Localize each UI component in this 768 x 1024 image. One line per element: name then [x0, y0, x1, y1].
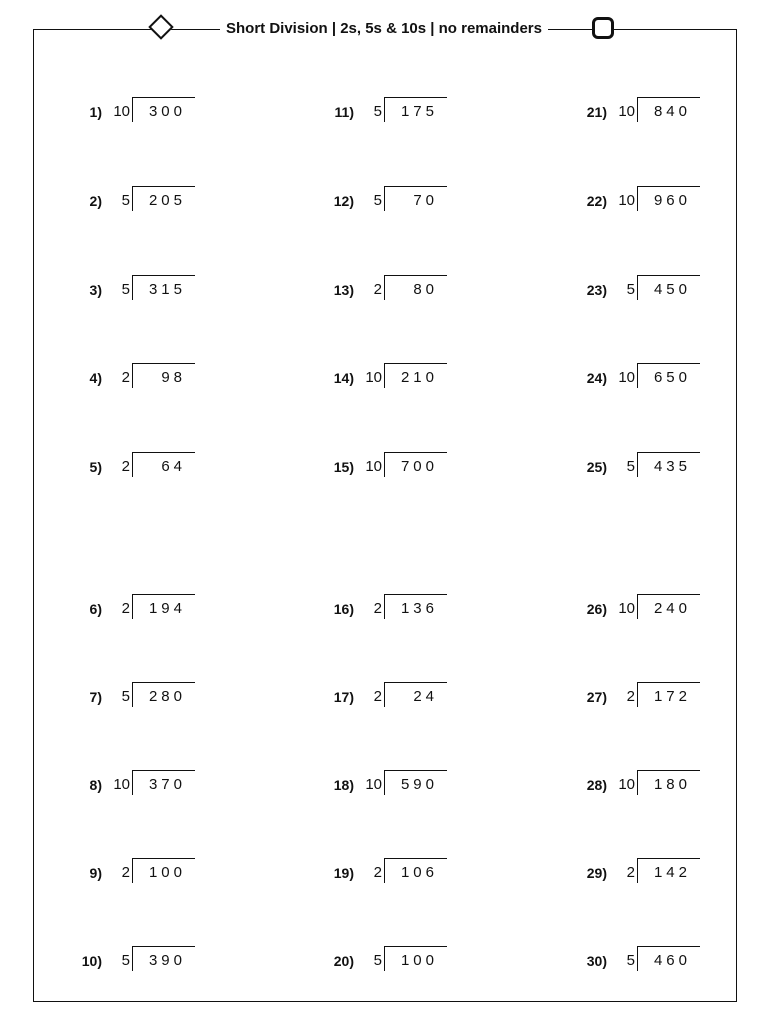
- problem-number: 28): [586, 777, 607, 793]
- divisor: 10: [365, 776, 382, 793]
- dividend: 175: [400, 103, 438, 120]
- divisor: 2: [121, 458, 130, 475]
- dividend: 100: [400, 952, 438, 969]
- divisor: 10: [618, 776, 635, 793]
- divisor: 10: [618, 103, 635, 120]
- divisor: 5: [626, 458, 635, 475]
- problem-number: 17): [333, 689, 354, 705]
- problem-number: 2): [89, 193, 102, 209]
- dividend: 700: [400, 458, 438, 475]
- divisor: 5: [373, 952, 382, 969]
- dividend: 142: [653, 864, 691, 881]
- rounded-square-icon: [592, 17, 614, 39]
- problem-number: 3): [89, 282, 102, 298]
- dividend: 370: [148, 776, 186, 793]
- problem-number: 23): [586, 282, 607, 298]
- divisor: 5: [626, 952, 635, 969]
- divisor: 5: [121, 688, 130, 705]
- problem-number: 11): [334, 104, 354, 120]
- dividend: 650: [653, 369, 691, 386]
- problem-number: 15): [333, 459, 354, 475]
- dividend: 960: [653, 192, 691, 209]
- divisor: 2: [121, 864, 130, 881]
- dividend: 240: [653, 600, 691, 617]
- divisor: 2: [121, 369, 130, 386]
- divisor: 10: [113, 103, 130, 120]
- dividend: 106: [400, 864, 438, 881]
- divisor: 2: [373, 864, 382, 881]
- divisor: 10: [113, 776, 130, 793]
- divisor: 5: [626, 281, 635, 298]
- problem-number: 9): [89, 865, 102, 881]
- dividend: 390: [148, 952, 186, 969]
- problem-number: 18): [333, 777, 354, 793]
- divisor: 5: [121, 952, 130, 969]
- divisor: 10: [618, 369, 635, 386]
- problem-number: 25): [586, 459, 607, 475]
- divisor: 2: [121, 600, 130, 617]
- dividend: 80: [413, 281, 438, 298]
- divisor: 10: [618, 600, 635, 617]
- dividend: 100: [148, 864, 186, 881]
- problem-number: 24): [586, 370, 607, 386]
- divisor: 10: [618, 192, 635, 209]
- dividend: 98: [161, 369, 186, 386]
- dividend: 450: [653, 281, 691, 298]
- dividend: 194: [148, 600, 186, 617]
- problem-number: 5): [89, 459, 102, 475]
- dividend: 180: [653, 776, 691, 793]
- problem-number: 4): [89, 370, 102, 386]
- problem-number: 26): [586, 601, 607, 617]
- problem-number: 21): [586, 104, 607, 120]
- problem-number: 20): [333, 953, 354, 969]
- dividend: 172: [653, 688, 691, 705]
- problem-number: 7): [89, 689, 102, 705]
- worksheet-border: [33, 29, 737, 1002]
- divisor: 2: [373, 281, 382, 298]
- title-text: Short Division | 2s, 5s & 10s | no remainders: [220, 20, 548, 37]
- problem-number: 10): [81, 953, 102, 969]
- dividend: 280: [148, 688, 186, 705]
- dividend: 435: [653, 458, 691, 475]
- dividend: 300: [148, 103, 186, 120]
- divisor: 5: [373, 192, 382, 209]
- dividend: 205: [148, 192, 186, 209]
- divisor: 2: [626, 864, 635, 881]
- problem-number: 30): [586, 953, 607, 969]
- divisor: 5: [373, 103, 382, 120]
- divisor: 5: [121, 192, 130, 209]
- dividend: 70: [413, 192, 438, 209]
- divisor: 2: [373, 600, 382, 617]
- dividend: 315: [148, 281, 186, 298]
- problem-number: 19): [333, 865, 354, 881]
- divisor: 10: [365, 458, 382, 475]
- dividend: 590: [400, 776, 438, 793]
- problem-number: 12): [333, 193, 354, 209]
- problem-number: 29): [586, 865, 607, 881]
- dividend: 210: [400, 369, 438, 386]
- problem-number: 16): [333, 601, 354, 617]
- problem-number: 27): [586, 689, 607, 705]
- dividend: 136: [400, 600, 438, 617]
- dividend: 64: [161, 458, 186, 475]
- problem-number: 14): [333, 370, 354, 386]
- dividend: 24: [413, 688, 438, 705]
- divisor: 2: [626, 688, 635, 705]
- divisor: 5: [121, 281, 130, 298]
- problem-number: 1): [89, 104, 102, 120]
- divisor: 2: [373, 688, 382, 705]
- problem-number: 22): [586, 193, 607, 209]
- dividend: 460: [653, 952, 691, 969]
- problem-number: 8): [89, 777, 102, 793]
- dividend: 840: [653, 103, 691, 120]
- problem-number: 6): [89, 601, 102, 617]
- page-title: [0, 18, 768, 40]
- divisor: 10: [365, 369, 382, 386]
- problem-number: 13): [333, 282, 354, 298]
